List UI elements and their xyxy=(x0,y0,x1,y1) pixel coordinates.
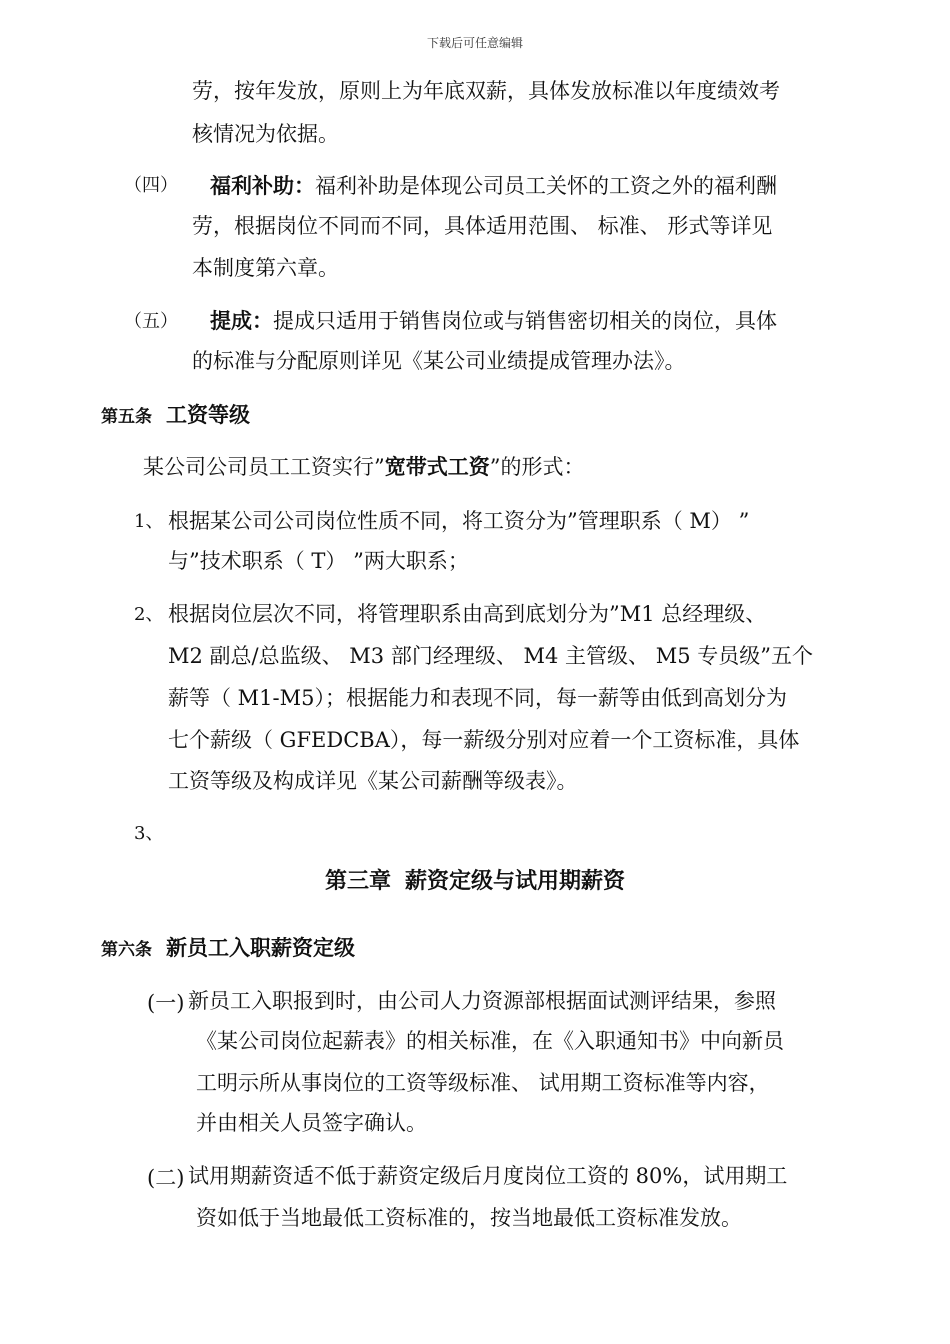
paragraph-line: 新员工入职报到时，由公司人力资源部根据面试测评结果，参照 xyxy=(188,989,776,1013)
paragraph-line: 核情况为依据。 xyxy=(192,122,339,146)
intro-emphasis: 宽带式工资 xyxy=(384,454,490,479)
list-marker: 1、 xyxy=(134,511,164,532)
paragraph-line: 工资等级及构成详见《某公司薪酬等级表》。 xyxy=(168,769,578,793)
paragraph-line: 薪等（ M1-M5）；根据能力和表现不同，每一薪等由低到高划分为 xyxy=(168,686,787,710)
paragraph-line: 工明示所从事岗位的工资等级标准、 试用期工资标准等内容， xyxy=(196,1071,770,1095)
paragraph-line: 劳，根据岗位不同而不同，具体适用范围、 标准、 形式等详见 xyxy=(192,214,773,238)
item-marker: （五） xyxy=(124,311,178,332)
paragraph-line: 与”技术职系（ T） ”两大职系； xyxy=(168,549,469,573)
item-marker: （四） xyxy=(124,175,178,196)
intro-text: ”的形式： xyxy=(489,455,585,479)
chapter-heading xyxy=(0,866,950,896)
paragraph-line: 根据某公司公司岗位性质不同，将工资分为”管理职系（ M） ” xyxy=(168,509,750,533)
item-term: 提成： xyxy=(210,308,273,333)
chapter-number: 第三章 xyxy=(324,868,391,894)
item-marker: (二) xyxy=(147,1166,185,1190)
item-term: 福利补助： xyxy=(210,173,315,198)
list-marker: 3、 xyxy=(134,823,164,844)
item-first-line xyxy=(210,171,777,201)
article-title: 新员工入职薪资定级 xyxy=(166,935,355,960)
item-first-line xyxy=(210,306,777,336)
article-number: 第五条 xyxy=(101,407,152,427)
paragraph-line: 试用期薪资适不低于薪资定级后月度岗位工资的 80%，试用期工 xyxy=(188,1164,788,1188)
item-text: 提成只适用于销售岗位或与销售密切相关的岗位，具体 xyxy=(273,309,777,333)
paragraph-line: 资如低于当地最低工资标准的，按当地最低工资标准发放。 xyxy=(196,1206,742,1230)
paragraph-line: 的标准与分配原则详见《某公司业绩提成管理办法》。 xyxy=(192,349,686,373)
list-marker: 2、 xyxy=(134,604,164,625)
item-marker: (一) xyxy=(147,991,185,1015)
article-title: 工资等级 xyxy=(166,402,250,427)
paragraph-line: 《某公司岗位起薪表》的相关标准，在《入职通知书》中向新员 xyxy=(196,1029,784,1053)
paragraph-line: 七个薪级（ GFEDCBA），每一薪级分别对应着一个工资标准，具体 xyxy=(168,728,800,752)
article-heading xyxy=(101,933,355,965)
article-intro xyxy=(143,452,585,482)
article-heading xyxy=(101,400,250,432)
chapter-title: 薪资定级与试用期薪资 xyxy=(405,868,626,894)
paragraph-line: 并由相关人员签字确认。 xyxy=(196,1111,427,1135)
item-text: 福利补助是体现公司员工关怀的工资之外的福利酬 xyxy=(315,174,777,198)
paragraph-line: M2 副总/总监级、 M3 部门经理级、 M4 主管级、 M5 专员级”五个 xyxy=(168,644,813,668)
paragraph-line: 劳，按年发放，原则上为年底双薪，具体发放标准以年度绩效考 xyxy=(192,79,780,103)
intro-text: 某公司公司员工工资实行” xyxy=(143,455,385,479)
paragraph-line: 本制度第六章。 xyxy=(192,256,339,280)
article-number: 第六条 xyxy=(101,940,152,960)
paragraph-line: 根据岗位层次不同，将管理职系由高到底划分为”M1 总经理级、 xyxy=(168,602,767,626)
page-header: 下载后可任意编辑 xyxy=(426,36,523,50)
